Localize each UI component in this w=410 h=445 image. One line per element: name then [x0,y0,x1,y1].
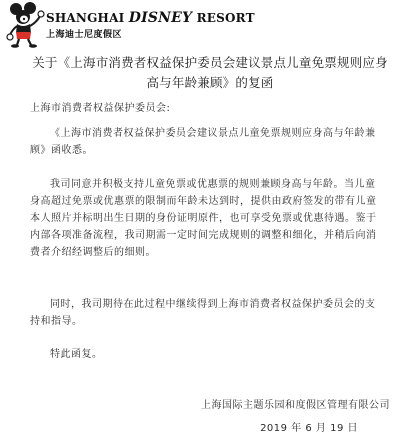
salutation: 上海市消费者权益保护委员会: [30,103,171,114]
brand-en-suffix: RESORT [192,11,255,25]
brand-block [46,10,255,40]
paragraph-policy: 我司同意并积极支持儿童免票或优惠票的规则兼顾身高与年龄。当儿童身高超过免票或优惠票的限制而年龄未达到时，提供由政府签发的带有儿童本人照片并标明出生日期的身份证明原件，也可享受免票或优惠待遇。鉴于内部各项准备流程，我司期需一定时间完成规则的调整和细化，并稍后向消费者介绍经调整后的细则。 [30,179,377,258]
paragraph-acknowledgement: 《上海市消费者权益保护委员会建议景点儿童免票规则应身高与年龄兼顾》函收悉。 [30,128,376,156]
brand-en-prefix: SHANGHAI [46,11,129,25]
brand-en-disney: DISNEY [128,10,193,26]
paragraph-closing: 特此函复。 [50,349,103,360]
paragraph-support: 同时，我司期待在此过程中继续得到上海市消费者权益保护委员会的支持和指导。 [30,299,376,327]
letter-title: 关于《上海市消费者权益保护委员会建议景点儿童免票规则应身高与年龄兼顾》的复函 [32,55,388,90]
date: 2019 年 6 月 19 日 [260,423,358,434]
brand-english [46,10,255,26]
letterhead [0,0,410,50]
brand-chinese: 上海迪士尼度假区 [46,30,123,40]
mickey-logo-icon [4,2,46,48]
signer: 上海国际主题乐园和度假区管理有限公司 [201,400,390,411]
